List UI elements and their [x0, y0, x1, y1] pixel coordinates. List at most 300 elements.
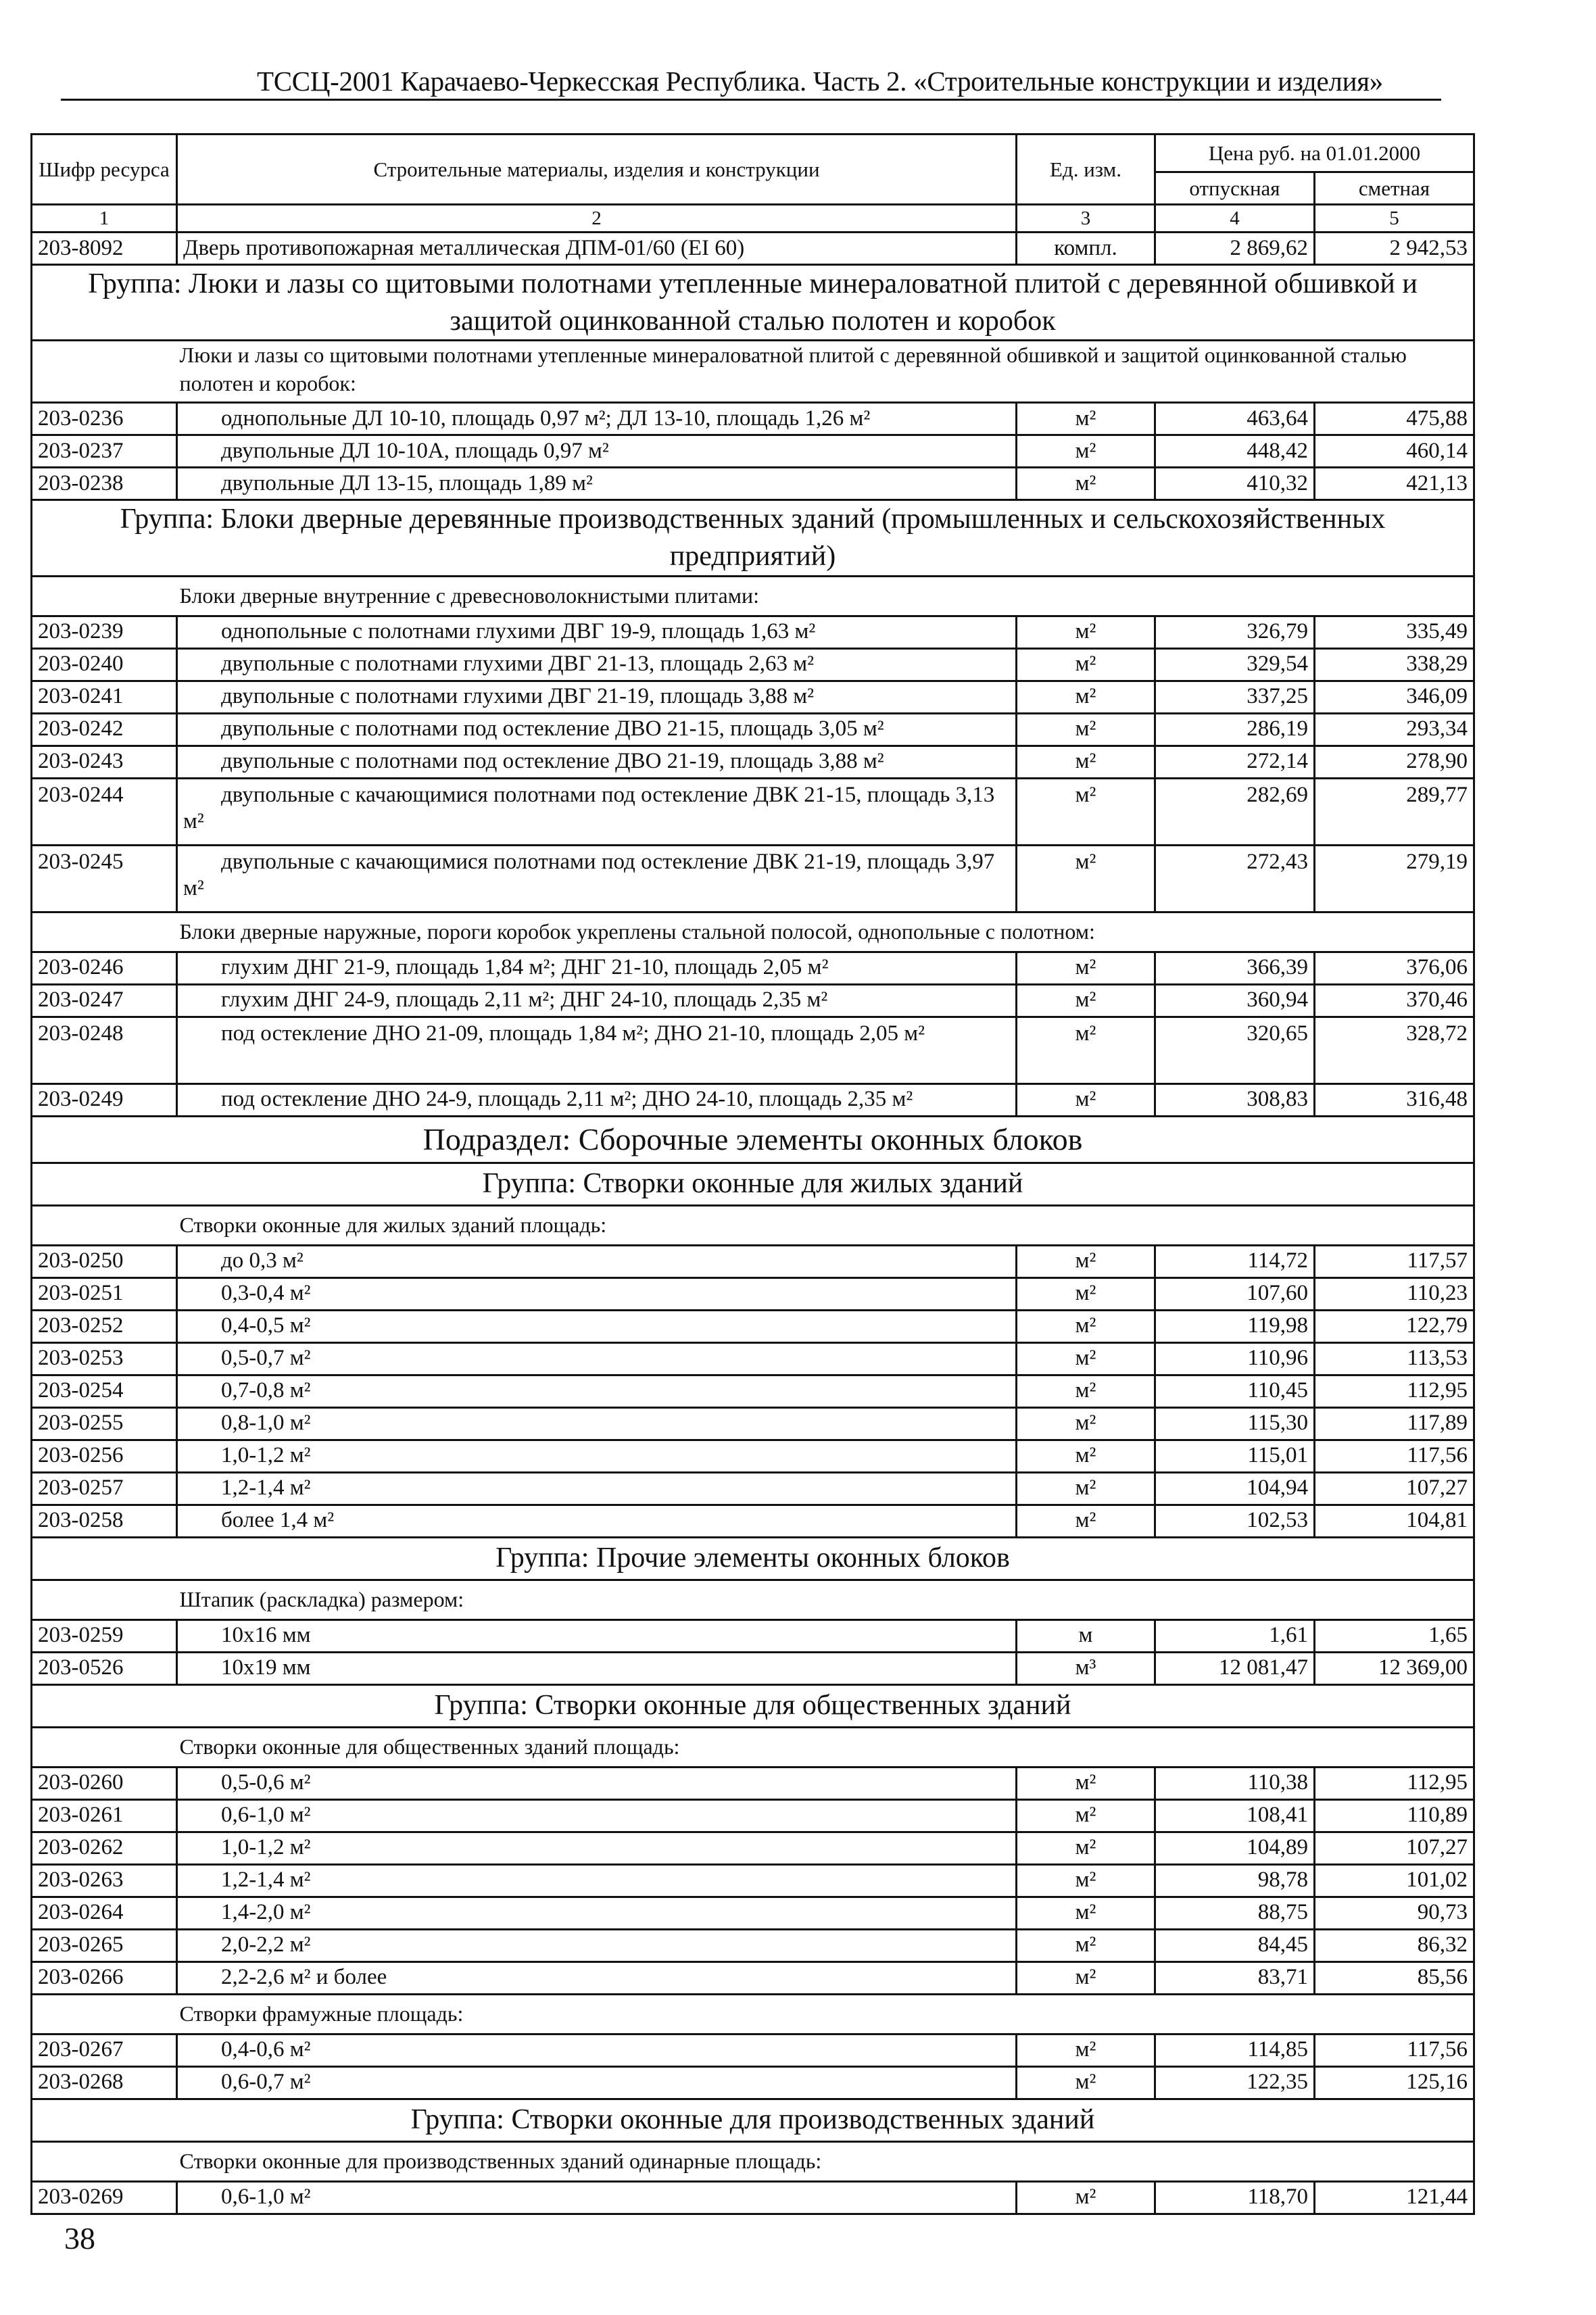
price-estimate: 2 942,53	[1315, 233, 1474, 265]
note-row	[32, 576, 1474, 616]
note-row	[32, 1580, 1474, 1619]
item-description	[177, 778, 1017, 845]
price-release: 282,69	[1155, 778, 1315, 845]
item-description-text: 1,2-1,4 м²	[221, 1476, 311, 1501]
price-estimate: 117,89	[1315, 1407, 1474, 1440]
price-release: 329,54	[1155, 648, 1315, 681]
item-description	[177, 1083, 1017, 1116]
table-row	[32, 1245, 1474, 1277]
price-estimate: 293,34	[1315, 713, 1474, 746]
note-spacer	[32, 576, 177, 616]
resource-code: 203-0268	[32, 2066, 177, 2099]
resource-code: 203-0238	[32, 468, 177, 500]
column-header-price-group: Цена руб. на 01.01.2000	[1155, 135, 1474, 172]
subsection-heading-row	[32, 1116, 1474, 1163]
price-estimate: 12 369,00	[1315, 1652, 1474, 1684]
item-description-text: под остекление ДНО 21-09, площадь 1,84 м²; ДНО 21-10, площадь 2,05 м²	[221, 1021, 925, 1046]
table-row	[32, 2034, 1474, 2066]
unit-of-measure: м²	[1017, 1832, 1155, 1864]
price-estimate: 289,77	[1315, 778, 1474, 845]
table-row	[32, 1505, 1474, 1537]
price-release: 114,85	[1155, 2034, 1315, 2066]
price-estimate: 370,46	[1315, 984, 1474, 1017]
price-release: 118,70	[1155, 2181, 1315, 2214]
column-header-unit: Ед. изм.	[1017, 135, 1155, 205]
table-row	[32, 1472, 1474, 1505]
item-description	[177, 1961, 1017, 1994]
column-number-row	[32, 205, 1474, 233]
table-row	[32, 778, 1474, 845]
price-estimate: 117,56	[1315, 1440, 1474, 1472]
item-description	[177, 713, 1017, 746]
unit-of-measure: м²	[1017, 2034, 1155, 2066]
note-row	[32, 2141, 1474, 2181]
item-description-text: Дверь противопожарная металлическая ДПМ-01/60 (EI 60)	[183, 235, 745, 260]
item-description-text: двупольные с полотнами под остекление ДВО 21-19, площадь 3,88 м²	[221, 749, 884, 774]
item-description-text: 2,2-2,6 м² и более	[221, 1965, 387, 1990]
column-header-price-release: отпускная	[1155, 172, 1315, 205]
price-release: 410,32	[1155, 468, 1315, 500]
table-row	[32, 1864, 1474, 1897]
table-row	[32, 403, 1474, 435]
note-spacer	[32, 912, 177, 952]
resource-code: 203-0260	[32, 1767, 177, 1799]
price-estimate: 376,06	[1315, 952, 1474, 984]
price-release: 114,72	[1155, 1245, 1315, 1277]
item-description	[177, 1375, 1017, 1407]
resource-code: 203-0266	[32, 1961, 177, 1994]
item-description	[177, 1929, 1017, 1961]
price-release: 110,45	[1155, 1375, 1315, 1407]
table-row	[32, 1375, 1474, 1407]
item-description-text: 0,6-0,7 м²	[221, 2070, 311, 2095]
note-spacer	[32, 1727, 177, 1767]
unit-of-measure: м³	[1017, 1652, 1155, 1684]
resource-code: 203-0246	[32, 952, 177, 984]
item-description	[177, 1277, 1017, 1310]
price-estimate: 316,48	[1315, 1083, 1474, 1116]
price-release: 308,83	[1155, 1083, 1315, 1116]
price-estimate: 107,27	[1315, 1832, 1474, 1864]
item-description	[177, 1440, 1017, 1472]
unit-of-measure: м²	[1017, 952, 1155, 984]
group-heading: Группа: Створки оконные для общественных зданий	[32, 1684, 1474, 1727]
group-heading: Группа: Створки оконные для жилых зданий	[32, 1163, 1474, 1205]
group-heading-row	[32, 1163, 1474, 1205]
unit-of-measure: компл.	[1017, 233, 1155, 265]
note-spacer	[32, 2141, 177, 2181]
item-description-text: 0,3-0,4 м²	[221, 1281, 311, 1306]
note-text: Люки и лазы со щитовыми полотнами утепленные минераловатной плитой с деревянной обшивкой и защитой оцинкованной сталью полотен и коробок:	[177, 341, 1474, 403]
price-release: 107,60	[1155, 1277, 1315, 1310]
unit-of-measure: м²	[1017, 845, 1155, 912]
unit-of-measure: м²	[1017, 1017, 1155, 1083]
unit-of-measure: м²	[1017, 1505, 1155, 1537]
table-row	[32, 1342, 1474, 1375]
unit-of-measure: м²	[1017, 1277, 1155, 1310]
resource-code: 203-0236	[32, 403, 177, 435]
item-description	[177, 1652, 1017, 1684]
resource-code: 203-0244	[32, 778, 177, 845]
note-spacer	[32, 1205, 177, 1245]
column-header-code: Шифр ресурса	[32, 135, 177, 205]
item-description	[177, 616, 1017, 648]
table-row	[32, 616, 1474, 648]
table-row	[32, 468, 1474, 500]
unit-of-measure: м²	[1017, 1407, 1155, 1440]
price-release: 115,30	[1155, 1407, 1315, 1440]
price-release: 326,79	[1155, 616, 1315, 648]
table-row	[32, 1961, 1474, 1994]
unit-of-measure: м²	[1017, 2066, 1155, 2099]
table-row	[32, 1017, 1474, 1083]
item-description	[177, 681, 1017, 713]
price-release: 83,71	[1155, 1961, 1315, 1994]
note-row	[32, 912, 1474, 952]
column-header-price-estimate: сметная	[1315, 172, 1474, 205]
resource-code: 203-0250	[32, 1245, 177, 1277]
note-spacer	[32, 341, 177, 403]
column-number: 5	[1315, 205, 1474, 233]
table-row	[32, 1619, 1474, 1652]
note-row	[32, 1727, 1474, 1767]
price-release: 104,94	[1155, 1472, 1315, 1505]
price-release: 110,96	[1155, 1342, 1315, 1375]
item-description-text: 10х19 мм	[221, 1655, 311, 1680]
resource-code: 203-0248	[32, 1017, 177, 1083]
item-description-text: двупольные с полотнами под остекление ДВО 21-15, площадь 3,05 м²	[221, 716, 884, 741]
price-estimate: 112,95	[1315, 1767, 1474, 1799]
price-release: 286,19	[1155, 713, 1315, 746]
item-description	[177, 1505, 1017, 1537]
resource-code: 203-0255	[32, 1407, 177, 1440]
price-release: 108,41	[1155, 1799, 1315, 1832]
resource-code: 203-0257	[32, 1472, 177, 1505]
table-row	[32, 1310, 1474, 1342]
item-description	[177, 1619, 1017, 1652]
item-description-text: 1,4-2,0 м²	[221, 1900, 311, 1925]
resource-code: 203-0267	[32, 2034, 177, 2066]
note-spacer	[32, 1994, 177, 2034]
item-description-text: 1,0-1,2 м²	[221, 1835, 311, 1860]
title-rule-divider	[61, 99, 1441, 101]
item-description	[177, 233, 1017, 265]
price-estimate: 338,29	[1315, 648, 1474, 681]
table-row	[32, 1799, 1474, 1832]
price-estimate: 460,14	[1315, 435, 1474, 468]
price-estimate: 86,32	[1315, 1929, 1474, 1961]
price-estimate: 125,16	[1315, 2066, 1474, 2099]
unit-of-measure: м²	[1017, 2181, 1155, 2214]
item-description-text: 0,7-0,8 м²	[221, 1378, 311, 1403]
price-release: 110,38	[1155, 1767, 1315, 1799]
price-estimate: 117,56	[1315, 2034, 1474, 2066]
table-row	[32, 435, 1474, 468]
price-release: 104,89	[1155, 1832, 1315, 1864]
item-description	[177, 648, 1017, 681]
price-estimate: 328,72	[1315, 1017, 1474, 1083]
price-release: 360,94	[1155, 984, 1315, 1017]
note-text: Створки оконные для производственных зданий одинарные площадь:	[177, 2141, 1474, 2181]
column-number: 3	[1017, 205, 1155, 233]
price-estimate: 421,13	[1315, 468, 1474, 500]
item-description-text: двупольные с полотнами глухими ДВГ 21-19, площадь 3,88 м²	[221, 684, 815, 709]
item-description	[177, 1342, 1017, 1375]
resource-code: 203-0239	[32, 616, 177, 648]
unit-of-measure: м²	[1017, 403, 1155, 435]
table-row	[32, 952, 1474, 984]
item-description	[177, 1472, 1017, 1505]
table-row	[32, 1897, 1474, 1929]
note-spacer	[32, 1580, 177, 1619]
item-description	[177, 1407, 1017, 1440]
item-description-text: однопольные ДЛ 10-10, площадь 0,97 м²; ДЛ 13-10, площадь 1,26 м²	[221, 406, 871, 431]
price-release: 115,01	[1155, 1440, 1315, 1472]
item-description	[177, 952, 1017, 984]
table-row	[32, 1767, 1474, 1799]
resource-code: 203-0252	[32, 1310, 177, 1342]
resource-code: 203-0265	[32, 1929, 177, 1961]
table-row	[32, 681, 1474, 713]
unit-of-measure: м²	[1017, 1310, 1155, 1342]
unit-of-measure: м²	[1017, 1961, 1155, 1994]
price-release: 84,45	[1155, 1929, 1315, 1961]
group-heading-row	[32, 500, 1474, 576]
group-heading: Группа: Блоки дверные деревянные производственных зданий (промышленных и сельскохозяйственных предприятий)	[32, 500, 1474, 576]
price-release: 272,14	[1155, 746, 1315, 778]
resource-code: 203-0254	[32, 1375, 177, 1407]
table-row	[32, 746, 1474, 778]
unit-of-measure: м²	[1017, 468, 1155, 500]
unit-of-measure: м²	[1017, 1897, 1155, 1929]
unit-of-measure: м²	[1017, 1245, 1155, 1277]
unit-of-measure: м²	[1017, 778, 1155, 845]
price-estimate: 110,89	[1315, 1799, 1474, 1832]
price-release: 12 081,47	[1155, 1652, 1315, 1684]
price-release: 448,42	[1155, 435, 1315, 468]
resource-code: 203-0259	[32, 1619, 177, 1652]
item-description	[177, 1864, 1017, 1897]
table-row	[32, 1440, 1474, 1472]
item-description	[177, 845, 1017, 912]
table-row	[32, 2066, 1474, 2099]
unit-of-measure: м²	[1017, 1083, 1155, 1116]
price-release: 272,43	[1155, 845, 1315, 912]
column-number: 4	[1155, 205, 1315, 233]
unit-of-measure: м²	[1017, 681, 1155, 713]
resource-code: 203-0256	[32, 1440, 177, 1472]
page-number: 38	[64, 2221, 95, 2256]
resource-code: 203-0237	[32, 435, 177, 468]
item-description	[177, 746, 1017, 778]
item-description-text: двупольные с качающимися полотнами под остекление ДВК 21-19, площадь 3,97 м²	[183, 849, 995, 901]
price-estimate: 121,44	[1315, 2181, 1474, 2214]
table-row	[32, 2181, 1474, 2214]
note-text: Блоки дверные внутренние с древесноволокнистыми плитами:	[177, 576, 1474, 616]
resource-code: 203-0249	[32, 1083, 177, 1116]
item-description	[177, 403, 1017, 435]
item-description-text: 0,4-0,6 м²	[221, 2037, 311, 2062]
table-row	[32, 1083, 1474, 1116]
price-release: 1,61	[1155, 1619, 1315, 1652]
note-text: Створки оконные для жилых зданий площадь:	[177, 1205, 1474, 1245]
table-row	[32, 1407, 1474, 1440]
group-heading: Группа: Прочие элементы оконных блоков	[32, 1537, 1474, 1580]
table-row	[32, 984, 1474, 1017]
group-heading: Группа: Люки и лазы со щитовыми полотнами утепленные минераловатной плитой с деревянной обшивкой и защитой оцинкованной сталью полотен и коробок	[32, 265, 1474, 341]
item-description-text: 0,4-0,5 м²	[221, 1313, 311, 1338]
item-description-text: до 0,3 м²	[221, 1248, 304, 1273]
unit-of-measure: м²	[1017, 1440, 1155, 1472]
resource-code: 203-0253	[32, 1342, 177, 1375]
price-release: 102,53	[1155, 1505, 1315, 1537]
unit-of-measure: м²	[1017, 1767, 1155, 1799]
price-release: 119,98	[1155, 1310, 1315, 1342]
item-description-text: 1,2-1,4 м²	[221, 1868, 311, 1893]
resource-code: 203-8092	[32, 233, 177, 265]
price-estimate: 107,27	[1315, 1472, 1474, 1505]
unit-of-measure: м²	[1017, 1799, 1155, 1832]
price-estimate: 101,02	[1315, 1864, 1474, 1897]
note-text: Створки фрамужные площадь:	[177, 1994, 1474, 2034]
price-estimate: 113,53	[1315, 1342, 1474, 1375]
group-heading: Группа: Створки оконные для производственных зданий	[32, 2099, 1474, 2141]
price-release: 2 869,62	[1155, 233, 1315, 265]
item-description-text: 1,0-1,2 м²	[221, 1443, 311, 1468]
page-title: ТССЦ-2001 Карачаево-Черкесская Республика. Часть 2. «Строительные конструкции и изделия»	[257, 66, 1383, 97]
item-description	[177, 468, 1017, 500]
resource-code: 203-0247	[32, 984, 177, 1017]
resource-code: 203-0258	[32, 1505, 177, 1537]
item-description-text: более 1,4 м²	[221, 1508, 335, 1533]
price-release: 320,65	[1155, 1017, 1315, 1083]
resource-code: 203-0241	[32, 681, 177, 713]
column-number: 1	[32, 205, 177, 233]
table-row	[32, 648, 1474, 681]
resource-code: 203-0269	[32, 2181, 177, 2214]
table-row	[32, 1929, 1474, 1961]
note-text: Створки оконные для общественных зданий площадь:	[177, 1727, 1474, 1767]
table-row	[32, 233, 1474, 265]
item-description-text: 0,8-1,0 м²	[221, 1411, 311, 1436]
price-table-body	[32, 233, 1474, 2214]
table-row	[32, 1277, 1474, 1310]
price-estimate: 279,19	[1315, 845, 1474, 912]
resource-code: 203-0240	[32, 648, 177, 681]
item-description-text: двупольные с качающимися полотнами под остекление ДВК 21-15, площадь 3,13 м²	[183, 782, 995, 834]
item-description	[177, 1767, 1017, 1799]
resource-code: 203-0262	[32, 1832, 177, 1864]
item-description-text: 0,6-1,0 м²	[221, 1803, 311, 1828]
table-row	[32, 1832, 1474, 1864]
price-release: 337,25	[1155, 681, 1315, 713]
note-row	[32, 1205, 1474, 1245]
item-description	[177, 435, 1017, 468]
item-description-text: 10х16 мм	[221, 1623, 311, 1648]
unit-of-measure: м²	[1017, 1929, 1155, 1961]
note-row	[32, 1994, 1474, 2034]
unit-of-measure: м²	[1017, 746, 1155, 778]
item-description	[177, 2181, 1017, 2214]
price-estimate: 110,23	[1315, 1277, 1474, 1310]
resource-code: 203-0526	[32, 1652, 177, 1684]
item-description	[177, 1310, 1017, 1342]
table-row	[32, 845, 1474, 912]
price-estimate: 112,95	[1315, 1375, 1474, 1407]
item-description	[177, 1799, 1017, 1832]
price-release: 88,75	[1155, 1897, 1315, 1929]
unit-of-measure: м²	[1017, 648, 1155, 681]
price-estimate: 117,57	[1315, 1245, 1474, 1277]
note-text: Штапик (раскладка) размером:	[177, 1580, 1474, 1619]
subsection-heading: Подраздел: Сборочные элементы оконных блоков	[32, 1116, 1474, 1163]
item-description-text: двупольные ДЛ 13-15, площадь 1,89 м²	[221, 471, 593, 496]
item-description	[177, 2066, 1017, 2099]
item-description-text: однопольные с полотнами глухими ДВГ 19-9, площадь 1,63 м²	[221, 619, 816, 644]
resource-code: 203-0261	[32, 1799, 177, 1832]
item-description	[177, 1832, 1017, 1864]
item-description	[177, 984, 1017, 1017]
unit-of-measure: м²	[1017, 1342, 1155, 1375]
price-estimate: 1,65	[1315, 1619, 1474, 1652]
resource-code: 203-0245	[32, 845, 177, 912]
unit-of-measure: м	[1017, 1619, 1155, 1652]
item-description-text: глухим ДНГ 24-9, площадь 2,11 м²; ДНГ 24-10, площадь 2,35 м²	[221, 988, 828, 1013]
item-description-text: под остекление ДНО 24-9, площадь 2,11 м²; ДНО 24-10, площадь 2,35 м²	[221, 1087, 913, 1112]
unit-of-measure: м²	[1017, 984, 1155, 1017]
item-description-text: 0,5-0,7 м²	[221, 1346, 311, 1371]
unit-of-measure: м²	[1017, 1375, 1155, 1407]
unit-of-measure: м²	[1017, 1864, 1155, 1897]
unit-of-measure: м²	[1017, 1472, 1155, 1505]
resource-code: 203-0264	[32, 1897, 177, 1929]
table-row	[32, 713, 1474, 746]
group-heading-row	[32, 1684, 1474, 1727]
price-estimate: 85,56	[1315, 1961, 1474, 1994]
resource-code: 203-0251	[32, 1277, 177, 1310]
column-header-name: Строительные материалы, изделия и конструкции	[177, 135, 1017, 205]
column-number: 2	[177, 205, 1017, 233]
note-text: Блоки дверные наружные, пороги коробок укреплены стальной полосой, однопольные с полотном:	[177, 912, 1474, 952]
resource-code: 203-0242	[32, 713, 177, 746]
item-description-text: двупольные с полотнами глухими ДВГ 21-13, площадь 2,63 м²	[221, 652, 815, 677]
price-estimate: 346,09	[1315, 681, 1474, 713]
resource-code: 203-0243	[32, 746, 177, 778]
price-estimate: 475,88	[1315, 403, 1474, 435]
item-description	[177, 1245, 1017, 1277]
price-release: 122,35	[1155, 2066, 1315, 2099]
table-row	[32, 1652, 1474, 1684]
unit-of-measure: м²	[1017, 435, 1155, 468]
item-description	[177, 2034, 1017, 2066]
price-release: 366,39	[1155, 952, 1315, 984]
price-estimate: 278,90	[1315, 746, 1474, 778]
item-description	[177, 1017, 1017, 1083]
price-release: 463,64	[1155, 403, 1315, 435]
group-heading-row	[32, 265, 1474, 341]
price-estimate: 122,79	[1315, 1310, 1474, 1342]
price-table	[30, 133, 1475, 2215]
group-heading-row	[32, 2099, 1474, 2141]
item-description-text: 2,0-2,2 м²	[221, 1932, 311, 1957]
item-description-text: 0,5-0,6 м²	[221, 1770, 311, 1795]
price-estimate: 104,81	[1315, 1505, 1474, 1537]
item-description-text: 0,6-1,0 м²	[221, 2185, 311, 2210]
note-row	[32, 341, 1474, 403]
price-release: 98,78	[1155, 1864, 1315, 1897]
item-description-text: двупольные ДЛ 10-10А, площадь 0,97 м²	[221, 439, 609, 464]
item-description-text: глухим ДНГ 21-9, площадь 1,84 м²; ДНГ 21-10, площадь 2,05 м²	[221, 955, 829, 980]
